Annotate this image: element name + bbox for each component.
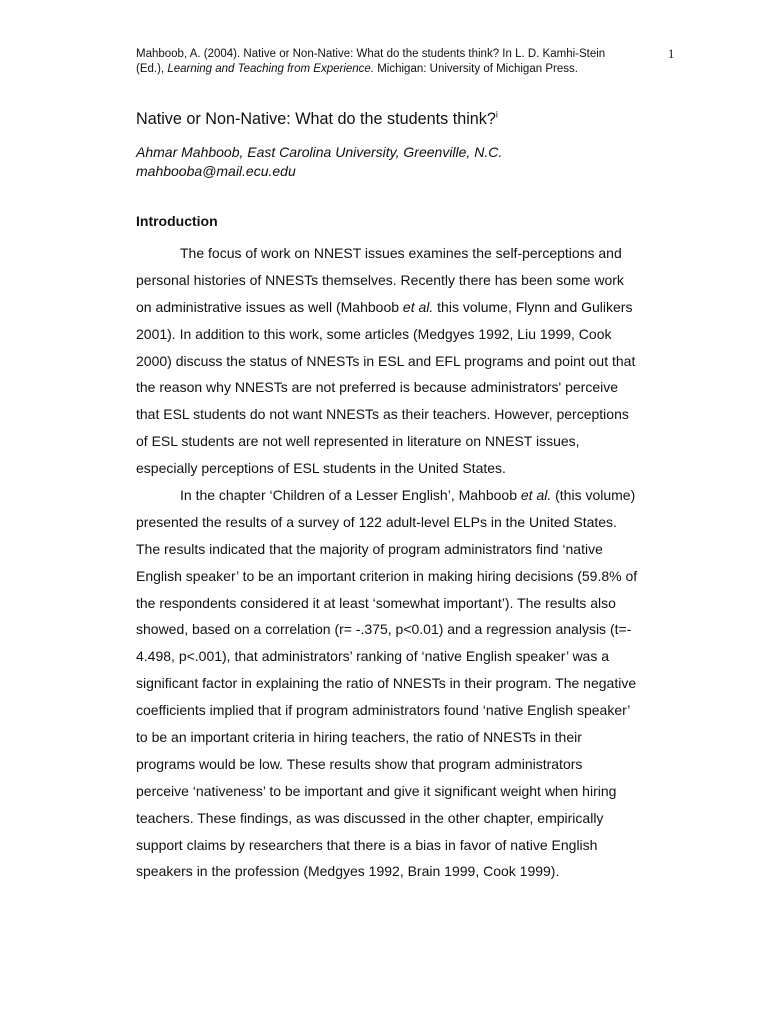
text-run: especially perceptions of ESL students in the United States. [136, 460, 506, 477]
author-block [136, 143, 502, 181]
citation-editor: (Ed.), [136, 63, 168, 75]
text-line [136, 832, 676, 859]
text-run: English speaker’ to be an important criterion in making hiring decisions (59.8% of [136, 567, 638, 584]
text-run: significant factor in explaining the ratio of NNESTs in their program. The negative [136, 675, 637, 692]
text-line [136, 267, 676, 294]
text-line [136, 670, 676, 697]
text-line [136, 428, 676, 455]
text-line [136, 374, 676, 401]
text-run: programs would be low. These results show that program administrators [136, 755, 583, 772]
paper-title [136, 109, 498, 129]
text-line [136, 482, 676, 509]
text-run: 2001). In addition to this work, some articles (Medgyes 1992, Liu 1999, Cook [136, 325, 612, 342]
text-run: that ESL students do not want NNESTs as their teachers. However, perceptions [136, 406, 629, 423]
text-line [136, 751, 676, 778]
italic-run: et al. [402, 298, 434, 315]
text-run: (this volume) [551, 487, 636, 504]
text-run: In the chapter ‘Children of a Lesser English’, Mahboob [180, 487, 521, 504]
text-run: on administrative issues as well (Mahboob [136, 298, 403, 315]
text-line [136, 536, 676, 563]
text-run: The results indicated that the majority of program administrators find ‘native [136, 540, 603, 557]
text-line [136, 240, 676, 267]
author-affiliation: Ahmar Mahboob, East Carolina University, Greenville, N.C. [136, 144, 503, 160]
text-run: 4.498, p<.001), that administrators’ ranking of ‘native English speaker’ was a [136, 648, 610, 665]
text-line [136, 805, 676, 832]
page-number: 1 [668, 47, 675, 61]
italic-run: et al. [520, 487, 552, 504]
text-run: 2000) discuss the status of NNESTs in ESL and EFL programs and point out that [136, 352, 636, 369]
text-line [136, 294, 676, 321]
text-line [136, 590, 676, 617]
title-footnote-mark[interactable]: i [495, 109, 498, 120]
text-line [136, 563, 676, 590]
text-line [136, 643, 676, 670]
text-run: support claims by researchers that there is a bias in favor of native English [136, 836, 598, 853]
text-run: this volume, Flynn and Gulikers [433, 298, 633, 315]
text-run: showed, based on a correlation (r= -.375, p<0.01) and a regression analysis (t=- [136, 621, 632, 638]
text-run: to be an important criteria in hiring teachers, the ratio of NNESTs in their [136, 729, 582, 746]
text-line [136, 778, 676, 805]
text-line [136, 724, 676, 751]
text-run: the respondents considered it at least ‘somewhat important’). The results also [136, 594, 616, 611]
citation-header [136, 47, 676, 77]
text-run: of ESL students are not well represented in literature on NNEST issues, [136, 433, 580, 450]
text-line [136, 401, 676, 428]
citation-publisher: Michigan: University of Michigan Press. [374, 63, 578, 75]
text-line [136, 697, 676, 724]
citation-line-2 [136, 62, 676, 77]
author-email[interactable]: mahbooba@mail.ecu.edu [136, 163, 296, 179]
text-run: The focus of work on NNEST issues examines the self-perceptions and [180, 245, 622, 261]
text-run: the reason why NNESTs are not preferred is because administrators' perceive [136, 379, 619, 396]
paper-title-text: Native or Non-Native: What do the students think? [136, 110, 496, 128]
text-line [136, 858, 676, 885]
text-line [136, 616, 676, 643]
introduction-body [136, 240, 676, 885]
text-line [136, 321, 676, 348]
text-run: teachers. These findings, as was discussed in the other chapter, empirically [136, 809, 604, 826]
citation-line-1: Mahboob, A. (2004). Native or Non-Native: What do the students think? In L. D. Kamhi-Stein [136, 48, 606, 60]
text-run: perceive ‘nativeness’ to be important and give it significant weight when hiring [136, 782, 617, 799]
text-line [136, 509, 676, 536]
text-run: presented the results of a survey of 122 adult-level ELPs in the United States. [136, 513, 617, 530]
text-line [136, 455, 676, 482]
text-run: personal histories of NNESTs themselves. Recently there has been some work [136, 271, 624, 288]
citation-book-title: Learning and Teaching from Experience. [167, 63, 375, 75]
text-line [136, 348, 676, 375]
text-run: coefficients implied that if program administrators found ‘native English speaker’ [136, 702, 631, 719]
section-heading-introduction: Introduction [136, 213, 218, 229]
text-run: speakers in the profession (Medgyes 1992, Brain 1999, Cook 1999). [136, 863, 560, 880]
